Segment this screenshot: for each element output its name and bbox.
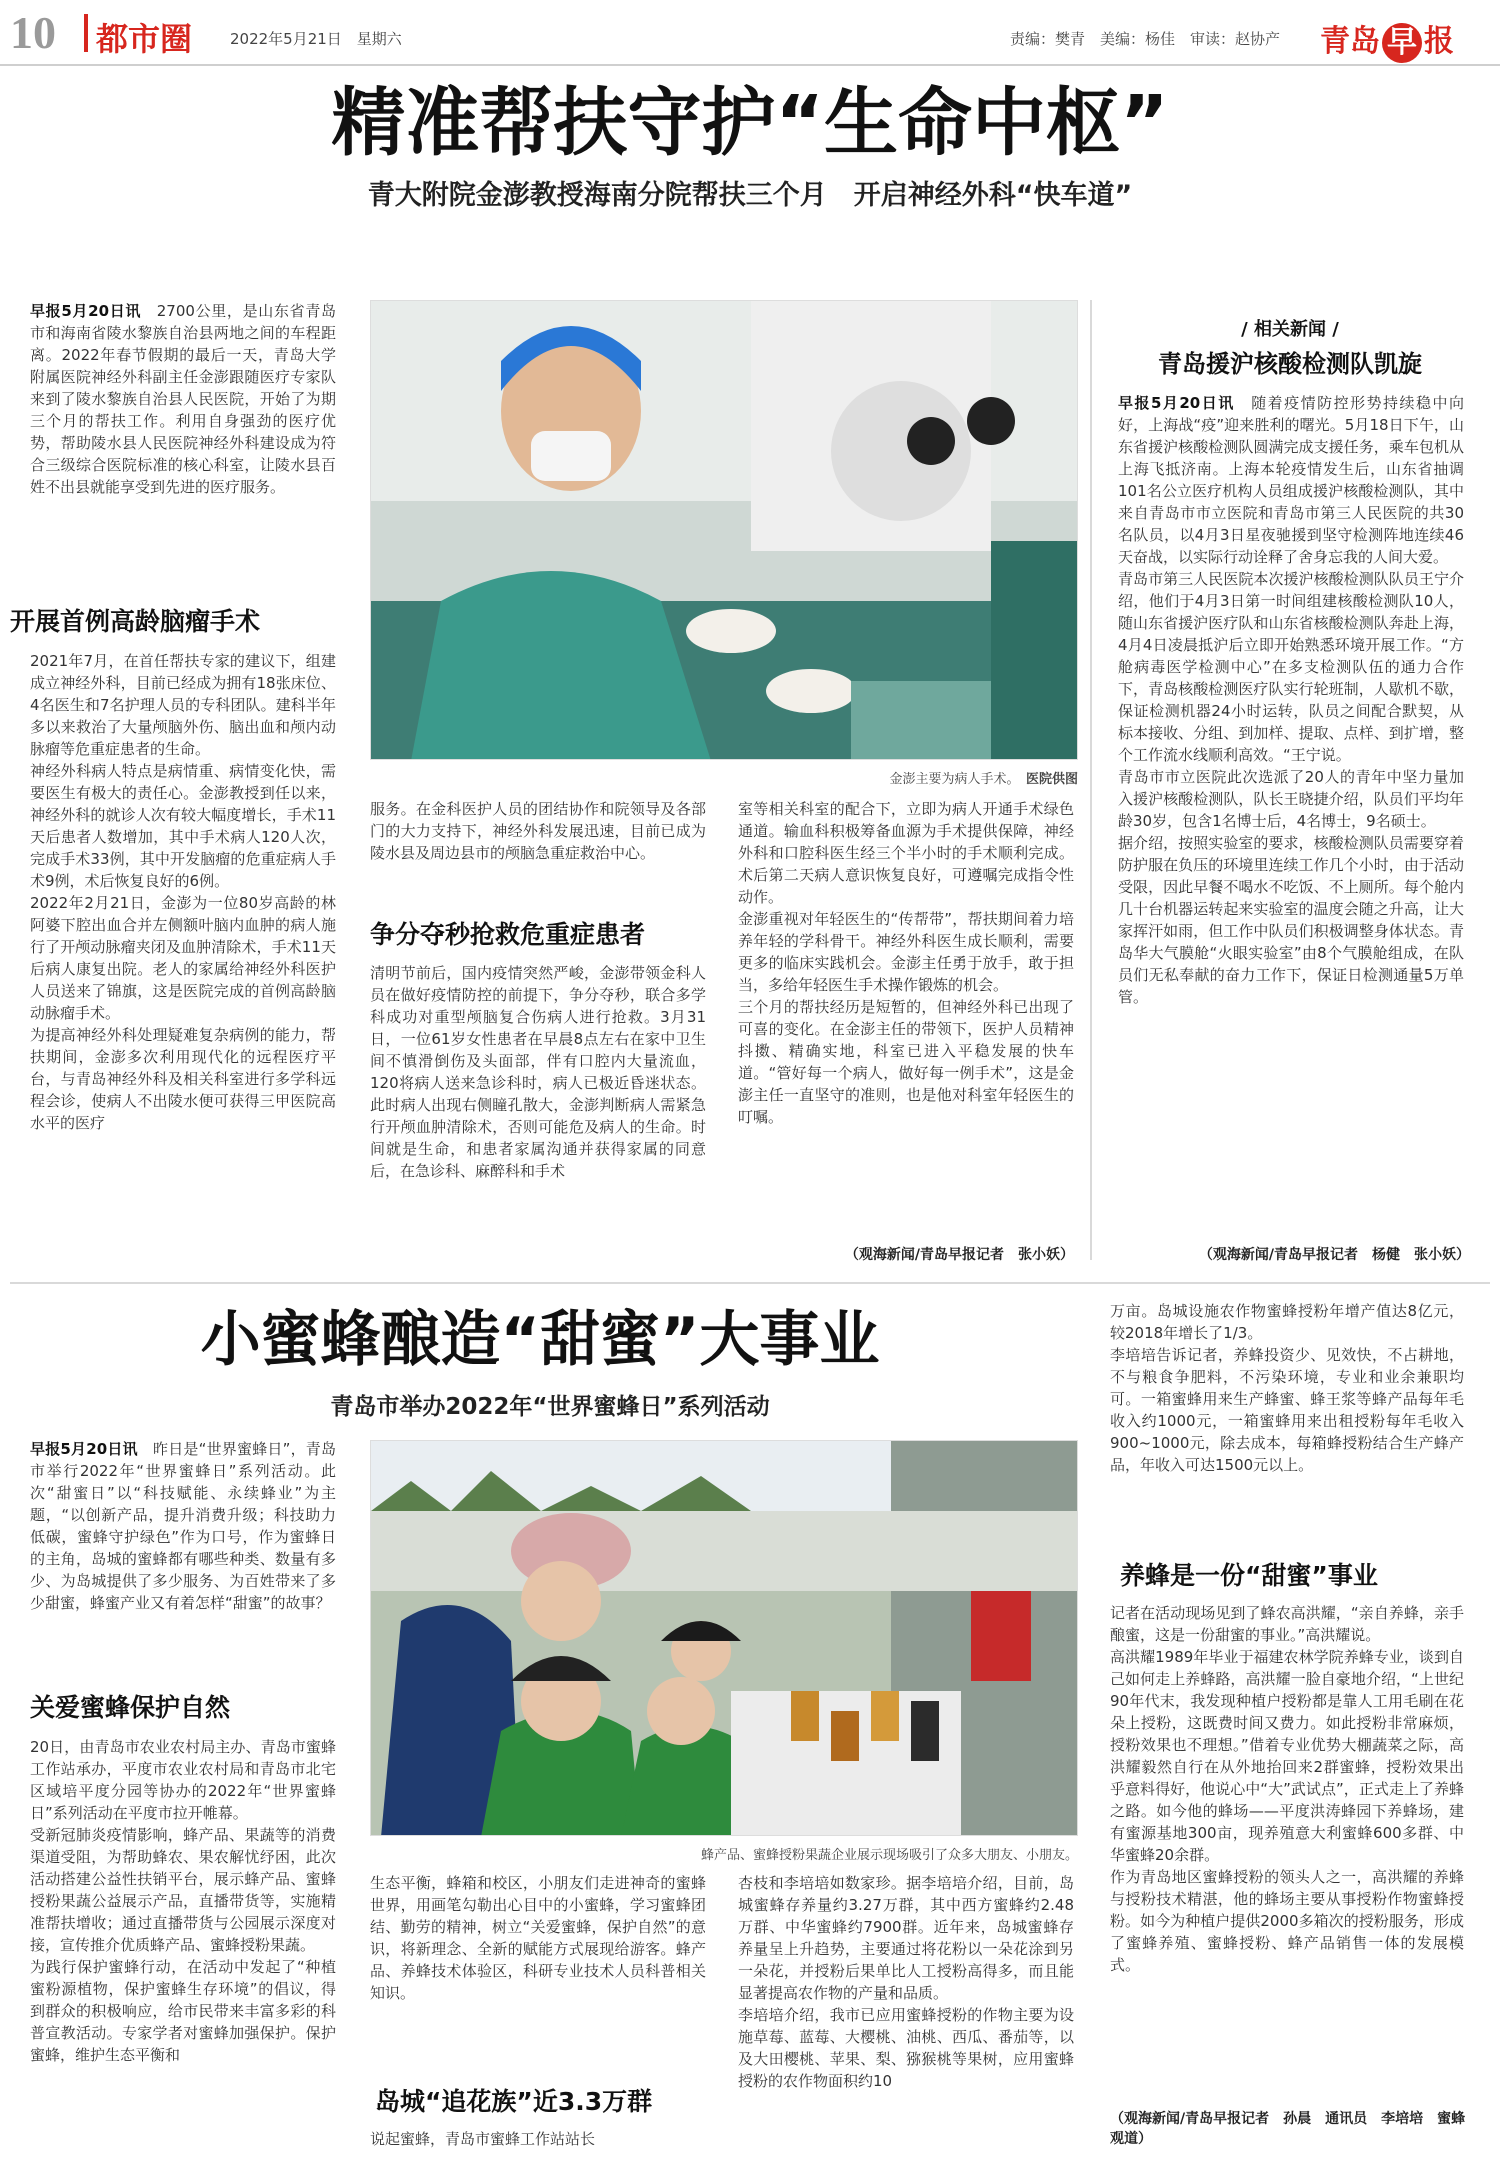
surgery-photo bbox=[370, 300, 1078, 760]
article1-col1-p4: 2022年2月21日，金澎为一位80岁高龄的林阿婆下腔出血合并左侧额叶脑内血肿的病人施行了开颅动脉瘤夹闭及血肿清除术，手术11天后病人康复出院。老人的家属给神经外科医护人员送来了锦旗，这是医院完成的首例高龄脑动脉瘤手术。 bbox=[30, 894, 336, 1022]
related-p1: 随着疫情防控形势持续稳中向好，上海战“疫”迎来胜利的曙光。5月18日下午，山东省援沪核酸检测队圆满完成支援任务，乘车包机从上海飞抵济南。上海本轮疫情发生后，山东省抽调101名公立医疗机构人员组成援沪核酸检测队，其中来自青岛市市立医院和青岛市第三人民医院的共30名队员，以4月3日星夜驰援到坚守检测阵地连续46天奋战，以实际行动诠释了舍身忘我的人间大爱。 bbox=[1118, 394, 1464, 566]
related-lead: 早报5月20日讯 bbox=[1118, 394, 1235, 412]
article1-col1-bottom bbox=[30, 650, 336, 1290]
article2-col1-p3: 受新冠肺炎疫情影响，蜂产品、果蔬等的消费渠道受阻，为帮助蜂农、果农解忧纾困，此次活动搭建公益性扶销平台，展示蜂产品、蜜蜂授粉果蔬公益展示产品，直播带货等，实施精准帮扶增收；通过直播带货与公园展示深度对接，宣传推介优质蜂产品、蜜蜂授粉果蔬。 bbox=[30, 1826, 336, 1954]
article2-col2-top: 生态平衡，蜂箱和校区，小朋友们走进神奇的蜜蜂世界，用画笔勾勒出心目中的小蜜蜂，学习蜜蜂团结、勤劳的精神，树立“关爱蜜蜂，保护自然”的意识，将新理念、全新的赋能方式展现给游客。蜂产品、养蜂技术体验区，科研专业技术人员科普相关知识。 bbox=[370, 1874, 706, 2002]
article2-col4-p4: 高洪耀1989年毕业于福建农林学院养蜂专业，谈到自己如何走上养蜂路，高洪耀一脸自豪地介绍，“上世纪90年代末，我发现种植户授粉都是靠人工用毛刷在花朵上授粉，这既费时间又费力。如此授粉非常麻烦，授粉效果也不理想。”借着专业优势大棚蔬菜之际，高洪耀毅然自行在从外地抬回来2群蜜蜂，授粉效果出乎意料得好，他说心中“大”武试点”，正式走上了养蜂之路。如今他的蜂场——平度洪涛蜂园下养蜂场，建有蜜源基地300亩，现养殖意大利蜜蜂600多群、中华蜜蜂20余群。 bbox=[1110, 1648, 1464, 1864]
column-divider bbox=[1090, 300, 1092, 1260]
article2-col4-bottom bbox=[1110, 1602, 1464, 2102]
page-header bbox=[0, 0, 1500, 66]
article2-col3-p2: 李培培介绍，我市已应用蜜蜂授粉的作物主要为设施草莓、蓝莓、大樱桃、油桃、西瓜、番茄等，以及大田樱桃、苹果、梨、猕猴桃等果树，应用蜜蜂授粉的农作物面积约10 bbox=[738, 2006, 1074, 2090]
article1-subtitle: 青大附院金澎教授海南分院帮扶三个月 开启神经外科“快车道” bbox=[367, 180, 1133, 211]
article1-col1-p2: 2021年7月，在首任帮扶专家的建议下，组建成立神经外科，目前已经成为拥有18张床位、4名医生和7名护理人员的专科团队。建科半年多以来救治了大量颅脑外伤、脑出血和颅内动脉瘤等危重症患者的生命。 bbox=[30, 652, 336, 758]
article1-col1-top bbox=[30, 300, 336, 590]
article1-col1-p3: 神经外科病人特点是病情重、病情变化快，需要医生有极大的责任心。金澎教授到任以来，神经外科的就诊人次有较大幅度增长，手术11天后患者人数增加，其中手术病人120人次，完成手术33例，其中开发脑瘤的危重症病人手术9例，术后恢复良好的6例。 bbox=[30, 762, 336, 890]
brand-left: 青岛 bbox=[1320, 24, 1380, 59]
article1-col3-p1: 室等相关科室的配合下，立即为病人开通手术绿色通道。输血科积极筹备血源为手术提供保障，神经外科和口腔科医生经三个半小时的手术顺利完成。术后第二天病人意识恢复良好，可遵嘱完成指令性动作。 bbox=[738, 800, 1074, 906]
article1-lead: 早报5月20日讯 bbox=[30, 302, 142, 320]
related-news-body bbox=[1118, 392, 1464, 1234]
related-news-label: / 相关新闻 / bbox=[1241, 319, 1339, 340]
bee-day-photo-image bbox=[371, 1441, 1078, 1836]
bee-photo-caption: 蜂产品、蜜蜂授粉果蔬企业展示现场吸引了众多大朋友、小朋友。 bbox=[700, 1848, 1078, 1863]
article2-subhead1: 关爱蜜蜂保护自然 bbox=[30, 1693, 231, 1722]
article1-col3-p2: 金澎重视对年轻医生的“传帮带”，帮扶期间着力培养年轻的学科骨干。神经外科医生成长顺利，需要更多的临床实践机会。金澎主任勇于放手，敢于担当，多给年轻医生手术操作锻炼的机会。 bbox=[738, 910, 1074, 994]
related-byline: （观海新闻/青岛早报记者 杨健 张小妖） bbox=[1198, 1247, 1470, 1263]
section-name: 都市圈 bbox=[96, 20, 193, 58]
article2-col4-p1: 万亩。岛城设施农作物蜜蜂授粉年增产值达8亿元，较2018年增长了1/3。 bbox=[1110, 1302, 1464, 1342]
article2-col1-bottom bbox=[30, 1736, 336, 2156]
article1-byline: （观海新闻/青岛早报记者 张小妖） bbox=[844, 1247, 1074, 1263]
article2-subhead2: 岛城“追花族”近3.3万群 bbox=[375, 2087, 653, 2116]
article2-byline: （观海新闻/青岛早报记者 孙晨 通讯员 李培培 蜜蜂观道） bbox=[1110, 2111, 1466, 2147]
article2-col4-top bbox=[1110, 1300, 1464, 1548]
surgery-photo-image bbox=[371, 301, 1078, 760]
brand-mark: 早 bbox=[1382, 23, 1422, 63]
article1-col3-p3: 三个月的帮扶经历是短暂的，但神经外科已出现了可喜的变化。在金澎主任的带领下，医护人员精神抖擞、精确实地，科室已进入平稳发展的快车道。“管好每一个病人，做好每一例手术”，这是金澎主任一直坚守的准则，也是他对科室年轻医生的叮嘱。 bbox=[738, 998, 1074, 1126]
article2-col2-bottom: 说起蜜蜂，青岛市蜜蜂工作站站长 bbox=[370, 2130, 596, 2148]
article1-title: 精准帮扶守护“生命中枢” bbox=[331, 80, 1169, 166]
surgery-caption-text: 金澎主要为病人手术。 bbox=[889, 772, 1013, 787]
related-p4: 据介绍，按照实验室的要求，核酸检测队员需要穿着防护服在负压的环境里连续工作几个小时，由于活动受限，因此早餐不喝水不吃饭、不上厕所。每个舱内几十台机器运转起来实验室的温度会随之升高，让大家挥汗如雨，但工作中队员们积极调整身体状态。青岛华大气膜舱“火眼实验室”由8个气膜舱组成，在队员们无私奉献的奋力工作下，保证日检测通量5万单管。 bbox=[1118, 834, 1464, 1006]
article1-subhead1: 开展首例高龄脑瘤手术 bbox=[10, 607, 261, 636]
article2-col1-p1: 昨日是“世界蜜蜂日”，青岛市举行2022年“世界蜜蜂日”系列活动。此次“甜蜜日”以“科技赋能、永续蜂业”为主题，“以创新产品，提升消费升级；科技助力低碳，蜜蜂守护绿色”作为口号，作为蜜蜂日的主角，岛城的蜜蜂都有哪些种类、数量有多少、为岛城提供了多少服务、为百姓带来了多少甜蜜，蜂蜜产业又有着怎样“甜蜜”的故事？ bbox=[30, 1440, 336, 1612]
newspaper-logo bbox=[1320, 16, 1454, 63]
article2-col4-p3: 记者在活动现场见到了蜂农高洪耀，“亲自养蜂，亲手酿蜜，这是一份甜蜜的事业。”高洪耀说。 bbox=[1110, 1604, 1464, 1644]
surgery-photo-credit: 医院供图 bbox=[1025, 772, 1078, 787]
article-divider bbox=[10, 1282, 1490, 1284]
article1-col2-top: 服务。在金科医护人员的团结协作和院领导及各部门的大力支持下，神经外科发展迅速，目前已成为陵水县及周边县市的颅脑急重症救治中心。 bbox=[370, 800, 706, 862]
article2-title: 小蜜蜂酿造“甜蜜”大事业 bbox=[200, 1305, 880, 1375]
section-bar bbox=[84, 14, 88, 52]
page-number: 10 bbox=[10, 7, 56, 58]
brand-right: 报 bbox=[1424, 24, 1454, 59]
surgery-photo-caption bbox=[560, 768, 1078, 787]
article2-col3-p1: 杏枝和李培培如数家珍。据李培培介绍，目前，岛城蜜蜂存养量约3.27万群，其中西方蜜蜂约2.48万群、中华蜜蜂约7900群。近年来，岛城蜜蜂存养量呈上升趋势，主要通过将花粉以一朵花涂到另一朵花，并授粉后果单比人工授粉高得多，而且能显著提高农作物的产量和品质。 bbox=[738, 1874, 1074, 2002]
article2-col1-p4: 为践行保护蜜蜂行动，在活动中发起了“种植蜜粉源植物，保护蜜蜂生存环境”的倡议，得到群众的积极响应，给市民带来丰富多彩的科普宣教活动。专家学者对蜜蜂加强保护。保护蜜蜂，维护生态平衡和 bbox=[30, 1958, 336, 2064]
article2-col4-p2: 李培培告诉记者，养蜂投资少、见效快，不占耕地，不与粮食争肥料，不污染环境，专业和业余兼职均可。一箱蜜蜂用来生产蜂蜜、蜂王浆等蜂产品每年毛收入约1000元，一箱蜜蜂用来出租授粉每年毛收入900~1000元，除去成本，每箱蜂授粉结合生产蜂产品，年收入可达1500元以上。 bbox=[1110, 1346, 1464, 1474]
editor-credits: 责编：樊青 美编：杨佳 审读：赵协产 bbox=[1010, 30, 1281, 48]
article1-col2-bottom: 清明节前后，国内疫情突然严峻，金澎带领金科人员在做好疫情防控的前提下，争分夺秒，联合多学科成功对重型颅脑复合伤病人进行抢救。3月31日，一位61岁女性患者在早晨8点左右在家中卫生间不慎滑倒伤及头面部，伴有口腔内大量流血，120将病人送来急诊科时，病人已极近昏迷状态。此时病人出现右侧瞳孔散大，金澎判断病人需紧急行开颅血肿清除术，否则可能危及病人的生命。时间就是生命，和患者家属沟通并获得家属的同意后，在急诊科、麻醉科和手术 bbox=[370, 964, 706, 1180]
article2-subhead3: 养蜂是一份“甜蜜”事业 bbox=[1120, 1561, 1378, 1590]
issue-date: 2022年5月21日 星期六 bbox=[230, 30, 402, 48]
article1-col3 bbox=[738, 798, 1074, 1234]
article2-col3 bbox=[738, 1872, 1074, 2158]
related-news-title: 青岛援沪核酸检测队凯旋 bbox=[1158, 350, 1422, 378]
article1-subhead2: 争分夺秒抢救危重症患者 bbox=[370, 920, 646, 949]
bee-day-photo bbox=[370, 1440, 1078, 1836]
article2-col4-p5: 作为青岛地区蜜蜂授粉的领头人之一，高洪耀的养蜂与授粉技术精湛，他的蜂场主要从事授粉作物蜜蜂授粉。如今为种植户提供2000多箱次的授粉服务，形成了蜜蜂养殖、蜜蜂授粉、蜂产品销售一体的发展模式。 bbox=[1110, 1868, 1464, 1974]
article1-col1-p5: 为提高神经外科处理疑难复杂病例的能力，帮扶期间，金澎多次利用现代化的远程医疗平台，与青岛神经外科及相关科室进行多学科远程会诊，使病人不出陵水便可获得三甲医院高水平的医疗 bbox=[30, 1026, 336, 1132]
article2-subtitle: 青岛市举办2022年“世界蜜蜂日”系列活动 bbox=[330, 1394, 770, 1420]
related-p2: 青岛市第三人民医院本次援沪核酸检测队队员王宁介绍，他们于4月3日第一时间组建核酸检测队10人，随山东省援沪医疗队和山东省核酸检测队奔赴上海，4月4日凌晨抵沪后立即开始熟悉环境开展工作。“方舱病毒医学检测中心”在多支检测队伍的通力合作下，青岛核酸检测医疗队实行轮班制，人歇机不歇，保证检测机器24小时运转，队员之间配合默契，从标本接收、分组、到加样、提取、点样、到扩增，整个工作流水线顺利高效。“王宁说。 bbox=[1118, 570, 1464, 764]
related-p3: 青岛市市立医院此次选派了20人的青年中坚力量加入援沪核酸检测队，队长王晓捷介绍，队员们平均年龄30岁，包含1名博士后，4名博士，9名硕士。 bbox=[1118, 768, 1464, 830]
article2-lead: 早报5月20日讯 bbox=[30, 1440, 138, 1458]
article1-col1-p1: 2700公里，是山东省青岛市和海南省陵水黎族自治县两地之间的车程距离。2022年春节假期的最后一天，青岛大学附属医院神经外科副主任金澎跟随医疗专家队来到了陵水黎族自治县人民医院，开始了为期三个月的帮扶工作。利用自身强劲的医疗优势，帮助陵水县人民医院神经外科建设成为符合三级综合医院标准的核心科室，让陵水县百姓不出县就能享受到先进的医疗服务。 bbox=[30, 302, 336, 496]
article2-col1-top bbox=[30, 1438, 336, 1678]
article2-col1-p2: 20日，由青岛市农业农村局主办、青岛市蜜蜂工作站承办，平度市农业农村局和青岛市北宅区域培平度分园等协办的2022年“世界蜜蜂日”系列活动在平度市拉开帷幕。 bbox=[30, 1738, 336, 1822]
